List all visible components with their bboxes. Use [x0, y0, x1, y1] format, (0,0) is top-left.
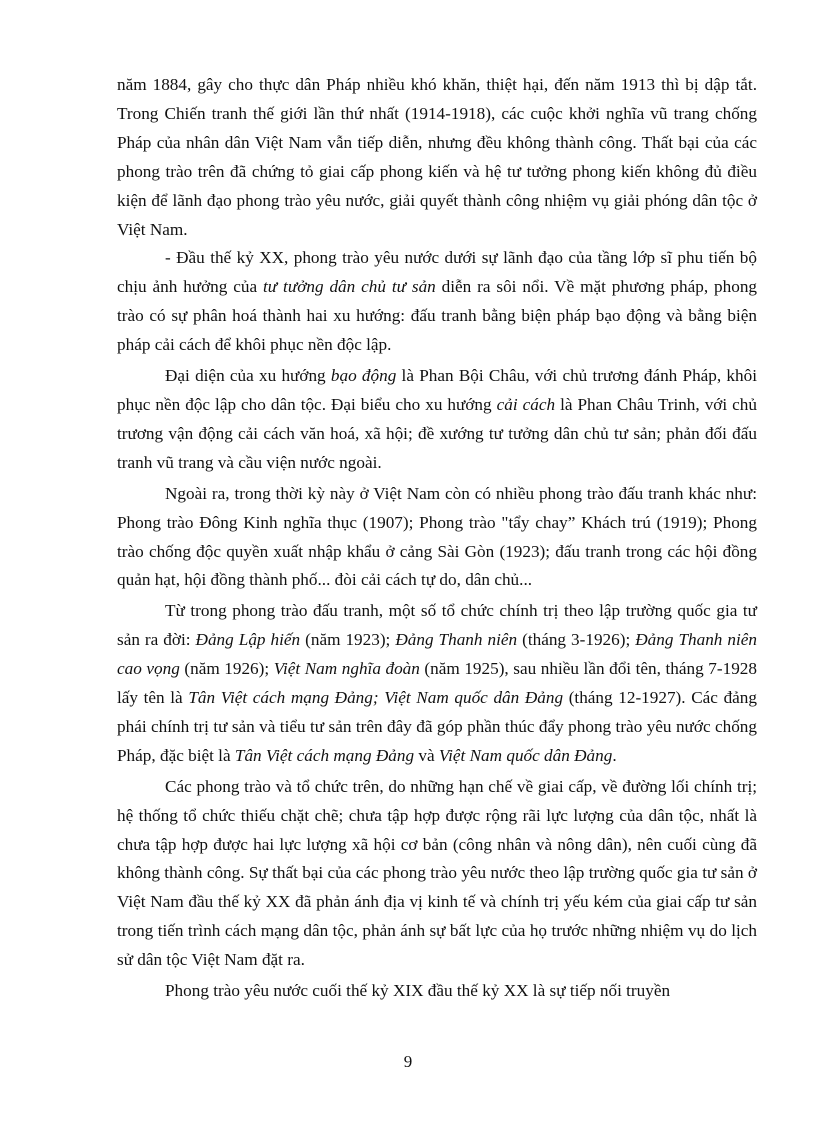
text-run: là Phan Bội Châu, với chủ trương đánh Pháp, khôi phục nền độc lập cho dân tộc. Đại biểu cho xu hướng: [117, 366, 757, 414]
paragraph-3: [117, 362, 757, 478]
paragraph-2: [117, 244, 757, 360]
text-run: (tháng 3-1926);: [517, 630, 636, 650]
italic-term: tư tưởng dân chủ tư sản: [263, 277, 436, 297]
text-run: Các phong trào và tổ chức trên, do những hạn chế về giai cấp, về đường lối chính trị; hệ thống tổ chức thiếu chặt chẽ; chưa tập hợp được rộng rãi lực lượng của dân tộc, nhất là chưa tập hợp được hai lực lượng xã hội cơ bản (công nhân và nông dân), nên cuối cùng đã không thành công. Sự thất bại của các phong trào yêu nước theo lập trường quốc gia tư sản ở Việt Nam đầu thế kỷ XX đã phản ánh địa vị kinh tế và chính trị yếu kém của giai cấp tư sản trong tiến trình cách mạng dân tộc, phản ánh sự bất lực của họ trước những nhiệm vụ do lịch sử dân tộc Việt Nam đặt ra.: [117, 776, 757, 970]
text-run: (năm 1926);: [179, 659, 274, 679]
text-run: (năm 1925), sau nhiều lần đổi tên, tháng 7-1928 lấy tên là: [117, 659, 757, 708]
text-run: năm 1884, gây cho thực dân Pháp nhiều khó khăn, thiệt hại, đến năm 1913 thì bị dập tắt. Trong Chiến tranh thế giới lần thứ nhất (1914-1918), các cuộc khởi nghĩa vũ trang chống Pháp của nhân dân Việt Nam vẫn tiếp diễn, nhưng đều không thành công. Thất bại của các phong trào trên đã chứng tỏ giai cấp phong kiến và hệ tư tưởng phong kiến không đủ điều kiện để lãnh đạo phong trào yêu nước, giải quyết thành công nhiệm vụ giải phóng dân tộc ở Việt Nam.: [117, 75, 757, 239]
italic-term: cải cách: [496, 394, 556, 414]
page-body: [117, 71, 757, 1006]
text-run: là Phan Châu Trinh, với chủ trương vận động cải cách văn hoá, xã hội; đề xướng tư tưởng dân chủ tư sản; phản đối đấu tranh vũ trang và cầu viện nước ngoài.: [117, 394, 757, 472]
text-run: diễn ra sôi nổi. Về mặt phương pháp, phong trào có sự phân hoá thành hai xu hướng: đấu tranh bằng biện pháp bạo động và bằng biện pháp cải cách để khôi phục nền độc lập.: [117, 277, 757, 355]
paragraph-6: [117, 773, 757, 975]
italic-term: Đảng Thanh niên: [395, 630, 518, 650]
paragraph-7: [117, 977, 757, 1006]
text-run: (tháng 12-1927). Các đảng phái chính trị tư sản và tiểu tư sản trên đây đã góp phần thúc đẩy phong trào yêu nước chống Pháp, đặc biệt là: [117, 688, 757, 765]
italic-term: bạo động: [330, 366, 397, 386]
italic-term: Đảng Lập hiến: [195, 630, 301, 650]
text-run: và: [414, 745, 439, 765]
italic-term: Việt Nam nghĩa đoàn: [273, 659, 420, 679]
paragraph-1: [117, 71, 757, 244]
text-run: - Đầu thế kỷ XX, phong trào yêu nước dưới sự lãnh đạo của tầng lớp sĩ phu tiến bộ chịu ảnh hưởng của: [117, 248, 757, 297]
text-run: Từ trong phong trào đấu tranh, một số tổ chức chính trị theo lập trường quốc gia tư sản ra đời:: [117, 601, 757, 650]
paragraph-5: [117, 597, 757, 770]
italic-term: Đảng Thanh niên cao vọng: [117, 630, 757, 679]
text-run: Phong trào yêu nước cuối thế kỷ XIX đầu thế kỷ XX là sự tiếp nối truyền: [165, 981, 671, 1001]
text-run: Ngoài ra, trong thời kỳ này ở Việt Nam còn có nhiều phong trào đấu tranh khác như: Phong trào Đông Kinh nghĩa thục (1907); Phong trào "tẩy chay” Khách trú (1919); Phong trào chống độc quyền xuất nhập khẩu ở cảng Sài Gòn (1923); đấu tranh trong các hội đồng quản hạt, hội đồng thành phố... đòi cải cách tự do, dân chủ...: [117, 483, 757, 590]
italic-term: Việt Nam quốc dân Đảng: [438, 745, 613, 765]
italic-term: Tân Việt cách mạng Đảng; Việt Nam quốc dân Đảng: [188, 688, 564, 708]
page-number: 9: [403, 1052, 413, 1071]
paragraph-4: [117, 480, 757, 596]
text-run: Đại diện của xu hướng: [165, 366, 331, 386]
text-run: (năm 1923);: [300, 630, 396, 650]
italic-term: Tân Việt cách mạng Đảng: [234, 745, 415, 765]
text-run: .: [612, 745, 617, 765]
